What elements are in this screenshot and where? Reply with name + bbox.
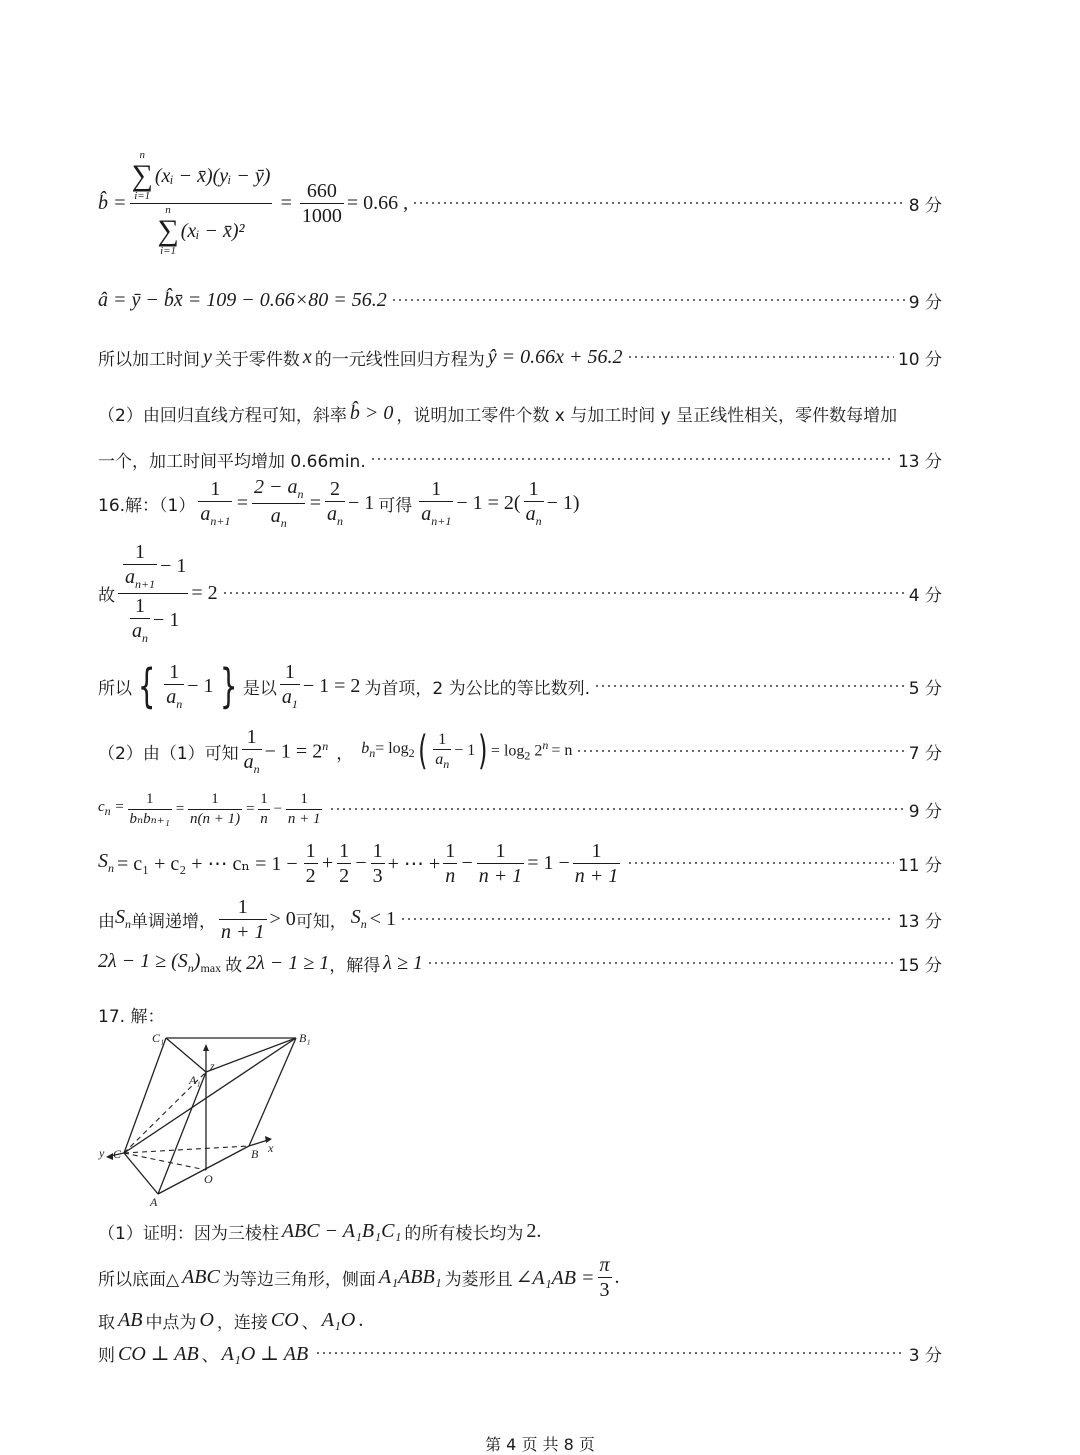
geo-eq: − 1 = 2 bbox=[302, 674, 361, 697]
proof2-angle: ∠A₁AB = bbox=[515, 1266, 595, 1289]
ratio-text: 故 bbox=[98, 585, 115, 606]
reg-y: y bbox=[203, 345, 212, 368]
proof3-co: CO bbox=[270, 1308, 299, 1331]
proof2-text1: 所以底面△ bbox=[98, 1269, 180, 1290]
label-z: z bbox=[210, 1059, 215, 1073]
proof-line3 bbox=[98, 1305, 363, 1335]
score-3: 3 分 bbox=[908, 1345, 942, 1366]
prism-figure bbox=[96, 1026, 326, 1210]
mono-text2: 单调递增， bbox=[131, 911, 216, 932]
page-footer: 第 4 页 共 8 页 bbox=[485, 1435, 595, 1454]
sub-n: n bbox=[369, 746, 376, 761]
two: 2 bbox=[329, 477, 340, 500]
one: 1 bbox=[495, 839, 506, 862]
lambda-text1: 故 bbox=[225, 955, 243, 976]
edge-c1-a1 bbox=[166, 1038, 206, 1072]
sub-n: n bbox=[104, 804, 111, 818]
three: 3 bbox=[372, 864, 383, 887]
lambda-text2: ，解得 bbox=[329, 955, 381, 976]
sub-n: n bbox=[108, 861, 114, 875]
proof3-o: O bbox=[199, 1308, 214, 1331]
diag-c-b1 bbox=[124, 1038, 296, 1153]
log: = log bbox=[375, 740, 409, 758]
a: a bbox=[200, 502, 211, 525]
reg-text1: 所以加工时间 bbox=[98, 349, 200, 370]
gt: > 0 bbox=[269, 907, 296, 930]
reg-x: x bbox=[302, 345, 312, 368]
n1: n + 1 bbox=[287, 810, 321, 827]
mono-text1: 由 bbox=[98, 911, 115, 932]
geo-text1: 所以 bbox=[98, 678, 132, 699]
den-tail: − 1 bbox=[153, 608, 180, 631]
eq: = bbox=[235, 491, 249, 514]
score-9a: 9 分 bbox=[908, 292, 942, 313]
a: a bbox=[243, 750, 254, 773]
one: 1 bbox=[135, 594, 146, 617]
score-15: 15 分 bbox=[897, 955, 942, 976]
y-arrow bbox=[106, 1153, 113, 1160]
q16-ratio bbox=[98, 538, 942, 648]
z-arrow bbox=[203, 1044, 209, 1051]
lambda-eq2: 2λ − 1 ≥ 1 bbox=[246, 951, 330, 974]
n1: n + 1 bbox=[574, 864, 619, 887]
proof3-text1: 取 bbox=[98, 1312, 115, 1333]
one: 1 bbox=[339, 839, 350, 862]
label-c: C bbox=[113, 1147, 122, 1161]
max: max bbox=[200, 961, 222, 975]
sub-n: n bbox=[253, 761, 260, 776]
reg-text3: 的一元线性回归方程为 bbox=[314, 349, 485, 370]
frac-660: 660 bbox=[306, 179, 337, 202]
ratio-eq: = 2 bbox=[191, 581, 218, 604]
one: 1 bbox=[445, 839, 456, 862]
label-b1: B₁ bbox=[299, 1031, 311, 1045]
proof1-end: . bbox=[536, 1219, 542, 1242]
minus1: − 1 bbox=[454, 742, 476, 759]
reg-text2: 关于零件数 bbox=[214, 349, 300, 370]
sn: S bbox=[115, 906, 125, 928]
minus1: − 1 bbox=[187, 674, 214, 697]
part2-text2: ，说明加工零件个数 x 与加工时间 y 呈正线性相关，零件数每增加 bbox=[396, 405, 898, 426]
proof4-eq1: CO ⊥ AB bbox=[118, 1342, 199, 1365]
q16-2-label: （2）由（1）可知 bbox=[98, 743, 239, 764]
proof-line1 bbox=[98, 1216, 541, 1246]
edge-a1-b1 bbox=[206, 1038, 296, 1072]
sub-n: n bbox=[360, 917, 367, 931]
one: 1 bbox=[246, 725, 257, 748]
proof1-two: 2 bbox=[526, 1219, 537, 1242]
sum-bottom-2: i=1 bbox=[160, 244, 177, 257]
b-hat-fraction: n ∑ i=1 (xᵢ − x̄)(yᵢ − ȳ) n ∑ i=1 (xᵢ − x̄)² bbox=[131, 148, 271, 257]
a: a bbox=[125, 566, 135, 589]
sum-bottom: i=1 bbox=[134, 189, 151, 202]
eq: = bbox=[308, 491, 322, 514]
sub-n1: n+1 bbox=[210, 513, 231, 528]
one: 1 bbox=[591, 839, 602, 862]
mono-line bbox=[98, 892, 942, 946]
plus: + ⋯ + bbox=[387, 852, 441, 875]
rhs: − 1 = 2( bbox=[456, 491, 521, 514]
part2-cond: b̂ > 0 bbox=[349, 401, 394, 424]
cn-line: $c_n$ = $\frac{1}{\text{bₙbₙ₊₁}}$ = $\frac{1}{n(n + 1)}$ = $\frac{1}{n}$ − $\frac{1}{n + 1}$ 9 分 bbox=[98, 791, 942, 827]
label-b: B bbox=[251, 1147, 259, 1161]
sup-n: n bbox=[542, 738, 549, 753]
a: a bbox=[270, 504, 281, 527]
a: a bbox=[525, 502, 536, 525]
pi: π bbox=[599, 1253, 610, 1276]
sn: S bbox=[350, 906, 361, 928]
lambda-eq3: λ ≥ 1 bbox=[383, 951, 423, 974]
proof4-text1: 则 bbox=[98, 1345, 115, 1366]
eq-n: = n bbox=[551, 742, 573, 759]
score-13b: 13 分 bbox=[897, 911, 942, 932]
one: 1 bbox=[237, 895, 248, 918]
sub-n: n bbox=[535, 513, 542, 528]
b-hat-lhs: b̂ = bbox=[98, 191, 127, 214]
q16-geo: 所以 { $\frac{1}{a_n}$ − 1 } 是以 $\frac{1}{a_1}$ − 1 = 2 为首项，2 为公比的等比数列. 5 分 bbox=[98, 659, 942, 713]
proof3-text3: ，连接 bbox=[216, 1312, 268, 1333]
score-8: 8 分 bbox=[908, 195, 942, 216]
proof2-end: . bbox=[614, 1265, 620, 1288]
proof2-face: A₁ABB₁ bbox=[378, 1265, 442, 1288]
n: n bbox=[445, 864, 456, 887]
mono-text3: 可知， bbox=[295, 911, 347, 932]
den2: n(n + 1) bbox=[189, 810, 241, 827]
proof3-ab: AB bbox=[118, 1308, 143, 1331]
one: 1 bbox=[431, 477, 442, 500]
proof3-text2: 中点为 bbox=[145, 1312, 197, 1333]
proof-line2 bbox=[98, 1252, 620, 1302]
one: 1 bbox=[169, 660, 180, 683]
q16-part2: （2）由（1）可知 $\frac{1}{a_n}$ − $1 = 2^n$ ， $b_n$ = $\log_2$ ( $\frac{1}{a_n}$ − 1 ) = $\log_2 2^n$ = n 7 分 bbox=[98, 725, 942, 776]
label-c1: C₁ bbox=[152, 1031, 165, 1045]
sub-n: n bbox=[336, 513, 343, 528]
proof3-sep: 、 bbox=[301, 1312, 319, 1333]
sum-top-2: n bbox=[165, 203, 171, 216]
a-hat-eq: â = ȳ − b̂x̄ = 109 − 0.66×80 = 56.2 bbox=[98, 288, 387, 311]
three: 3 bbox=[599, 1278, 610, 1301]
n1: n + 1 bbox=[478, 864, 523, 887]
score-13a: 13 分 bbox=[897, 451, 942, 472]
log-tail: = log bbox=[490, 742, 525, 760]
a: a bbox=[421, 502, 432, 525]
proof-line4 bbox=[98, 1338, 942, 1368]
sub-n: n bbox=[142, 630, 149, 645]
b-hat-denominator: (xᵢ − x̄)² bbox=[180, 219, 245, 242]
score-7: 7 分 bbox=[908, 743, 942, 764]
proof2-text2: 为等边三角形，侧面 bbox=[222, 1269, 376, 1290]
edge-a1-a bbox=[158, 1072, 206, 1194]
frac-1000: 1000 bbox=[301, 204, 342, 227]
geo-text2: 是以 bbox=[242, 678, 277, 699]
one: 1 bbox=[210, 477, 221, 500]
den1: bₙbₙ₊₁ bbox=[129, 810, 170, 827]
log-base: 2 bbox=[524, 748, 531, 763]
lambda-line: $2\lambda - 1 \ge (S_n)_{max}$ 故 2λ − 1 ≥ 1 ，解得 λ ≥ 1 15 分 bbox=[98, 950, 942, 976]
geo-text3: 为首项，2 为公比的等比数列. bbox=[364, 678, 591, 699]
edge-c1-c bbox=[124, 1038, 166, 1153]
one: 1 bbox=[145, 791, 154, 807]
n: n bbox=[260, 810, 268, 827]
part2-text1: （2）由回归直线方程可知，斜率 bbox=[98, 405, 347, 426]
b-hat-value-fraction bbox=[300, 180, 344, 227]
part2-text3: 一个，加工时间平均增加 0.66min. bbox=[98, 451, 366, 472]
proof1-text1: （1）证明：因为三棱柱 bbox=[98, 1223, 279, 1244]
label-y: y bbox=[99, 1146, 105, 1160]
a: a bbox=[435, 751, 444, 769]
q16-text: 可得 bbox=[378, 495, 413, 516]
one: 1 bbox=[260, 791, 268, 807]
two: 2 bbox=[305, 864, 316, 887]
proof1-prism: ABC − A₁B₁C₁ bbox=[281, 1219, 402, 1242]
a-hat-line bbox=[98, 285, 942, 315]
label-x: x bbox=[268, 1141, 274, 1155]
sn-eq: = c₁ + c₂ + ⋯ cₙ = 1 − bbox=[117, 852, 298, 875]
sum-top: n bbox=[139, 148, 145, 161]
sub-n: n bbox=[176, 696, 183, 711]
a: a bbox=[132, 619, 143, 642]
one: 1 bbox=[438, 730, 447, 748]
part2-line1 bbox=[98, 398, 897, 428]
proof1-text2: 的所有棱长均为 bbox=[404, 1223, 524, 1244]
sn: S bbox=[98, 850, 108, 872]
score-11: 11 分 bbox=[897, 855, 942, 876]
sub-n1: n+1 bbox=[431, 513, 452, 528]
a: a bbox=[166, 685, 177, 708]
label-a1: A₁ bbox=[189, 1073, 201, 1087]
q16-part1 bbox=[98, 473, 580, 533]
log-base: 2 bbox=[408, 746, 415, 761]
one: 1 bbox=[305, 839, 316, 862]
proof3-end: . bbox=[358, 1308, 364, 1331]
sub-n1: n+1 bbox=[135, 577, 156, 592]
cn: c bbox=[98, 799, 105, 815]
two-minus-a: 2 − a bbox=[253, 476, 298, 499]
a: a bbox=[326, 502, 337, 525]
one: 1 bbox=[211, 791, 219, 807]
sub-n: n bbox=[280, 515, 287, 530]
label-o: O bbox=[204, 1172, 213, 1186]
reg-eq: ŷ = 0.66x + 56.2 bbox=[487, 345, 623, 368]
bn: b bbox=[361, 740, 370, 758]
lt: < 1 bbox=[369, 907, 397, 930]
eq1: − 1 = 2 bbox=[264, 740, 323, 763]
score-5: 5 分 bbox=[908, 678, 942, 699]
score-4: 4 分 bbox=[908, 585, 942, 606]
label-a: A bbox=[150, 1195, 158, 1209]
minus1: − 1 bbox=[347, 491, 375, 514]
one: 1 bbox=[284, 660, 295, 683]
one: 1 bbox=[528, 477, 539, 500]
b-hat-numerator: (xᵢ − x̄)(yᵢ − ȳ) bbox=[154, 164, 271, 187]
sub-n: n bbox=[297, 487, 304, 502]
part2-line2 bbox=[98, 444, 942, 474]
regression-line bbox=[98, 342, 942, 372]
n1: n + 1 bbox=[221, 920, 265, 943]
one: 1 bbox=[372, 839, 383, 862]
score-9b: 9 分 bbox=[908, 801, 942, 822]
b-hat-result: = 0.66 , bbox=[346, 191, 409, 214]
proof4-sep: 、 bbox=[201, 1345, 219, 1366]
proof2-text3: 为菱形且 bbox=[444, 1269, 513, 1290]
two: 2 bbox=[534, 742, 543, 760]
sn-line: $S_n$ = c₁ + c₂ + ⋯ cₙ = 1 − $\frac{1}{2}$ + $\frac{1}{2}$ − $\frac{1}{3}$ + ⋯ + $\frac{1}{n}$ − $\frac{1}{n + 1}$ = 1 − $\frac{1}{n + 1}$ 11 分 bbox=[98, 839, 942, 887]
one: 1 bbox=[135, 541, 146, 564]
sup-n: n bbox=[322, 738, 329, 753]
two: 2 bbox=[339, 864, 350, 887]
dash-c-b bbox=[124, 1146, 249, 1153]
q16-label: 16.解：（1） bbox=[98, 495, 196, 516]
b-hat-line: b̂ = n ∑ i=1 (xᵢ − x̄)(yᵢ − ȳ) n ∑ i=1 (xᵢ − x̄)² = $\frac{660}{1000}$ = 0.66 , 8 分 bbox=[98, 148, 942, 257]
sub-n: n bbox=[125, 917, 131, 931]
proof3-a1o: A₁O bbox=[321, 1308, 356, 1331]
q17-label-line bbox=[98, 1000, 164, 1028]
proof4-eq2: A₁O ⊥ AB bbox=[221, 1342, 309, 1365]
sub-n: n bbox=[443, 757, 450, 772]
q17-label: 17. 解： bbox=[98, 1006, 165, 1027]
proof2-abc: ABC bbox=[182, 1265, 220, 1288]
rhs-end: − 1) bbox=[546, 491, 580, 514]
score-10: 10 分 bbox=[897, 349, 942, 370]
lambda-eq1: 2λ − 1 ≥ (S bbox=[98, 950, 188, 972]
sub-n: n bbox=[187, 961, 194, 975]
one: 1 bbox=[300, 791, 308, 807]
num-tail: − 1 bbox=[160, 555, 187, 578]
